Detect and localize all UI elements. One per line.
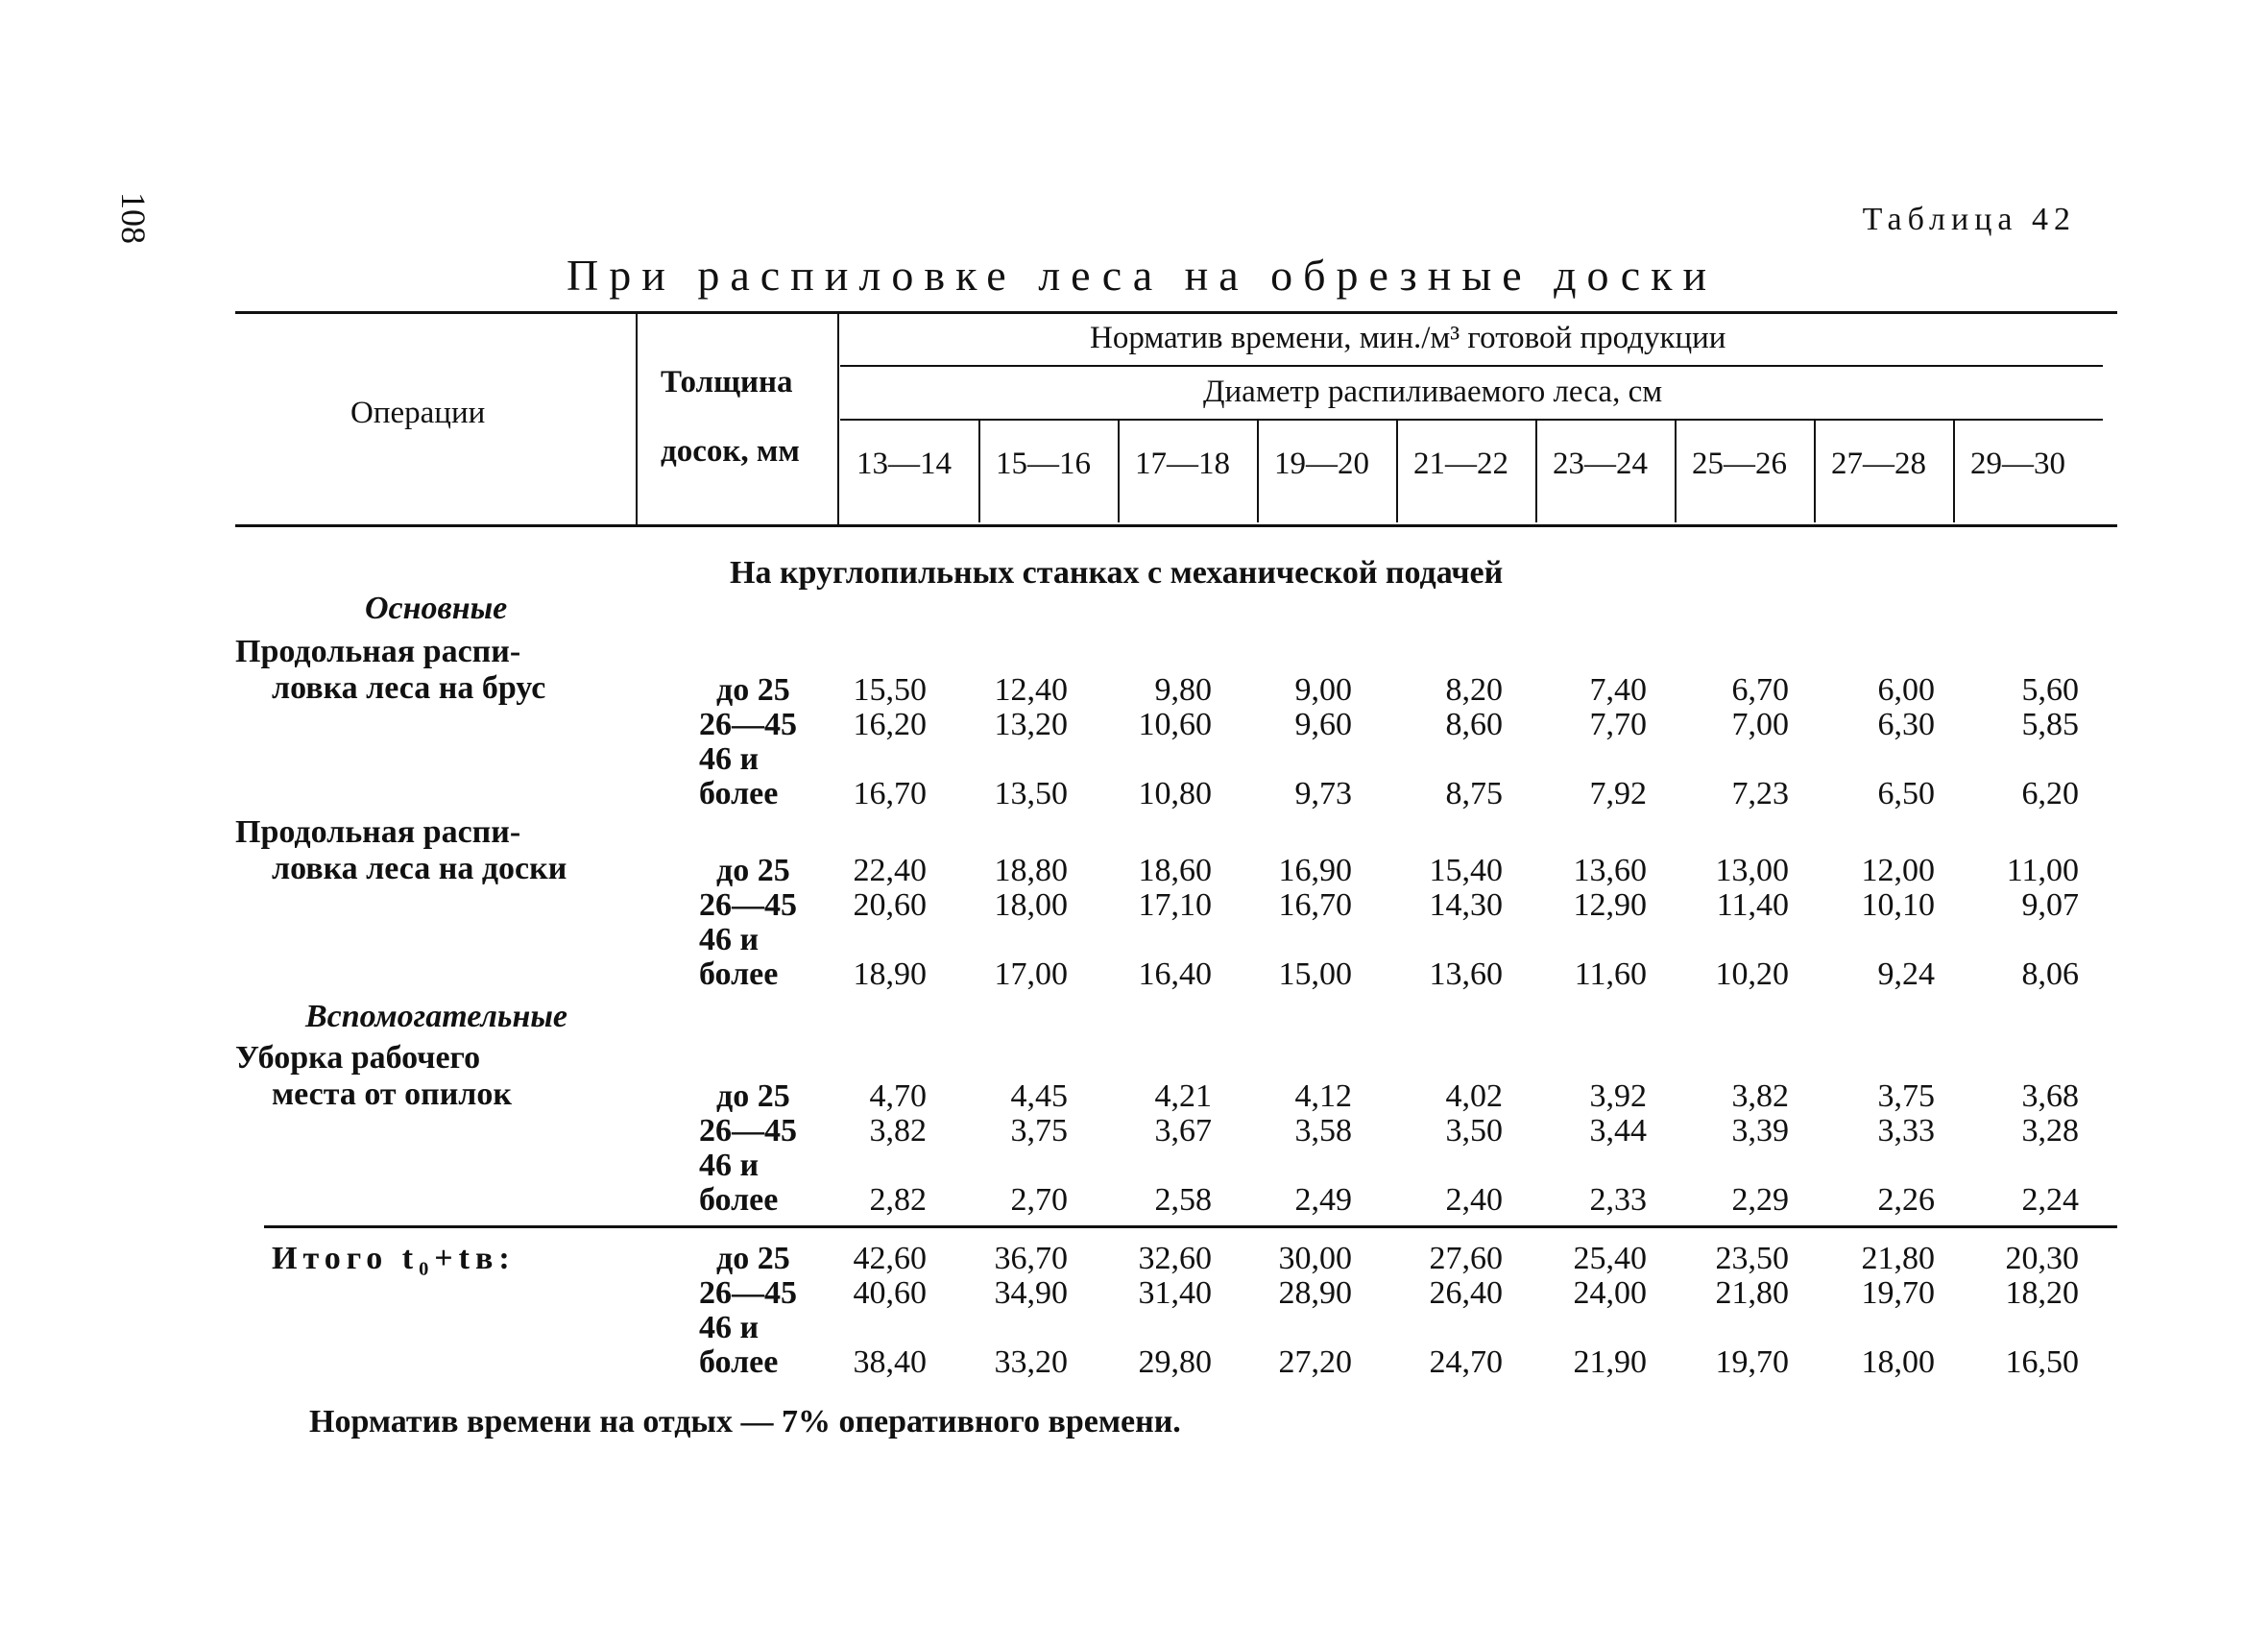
total-value-1-5: 24,00 — [1573, 1275, 1647, 1311]
operation-1-value-1-7: 10,10 — [1861, 887, 1935, 923]
diameter-divider-4 — [1396, 421, 1398, 522]
operation-1-thickness-0: до 25 — [716, 853, 790, 888]
operation-0-value-0-4: 8,20 — [1445, 672, 1503, 708]
operation-1-value-2-4: 13,60 — [1429, 956, 1503, 992]
header-diameter: Диаметр распиливаемого леса, см — [1203, 375, 1663, 409]
operation-1-value-0-2: 18,60 — [1138, 853, 1212, 888]
section-title: На круглопильных станках с механической подачей — [730, 555, 1504, 591]
operation-2-value-1-7: 3,33 — [1877, 1113, 1935, 1149]
total-value-0-3: 30,00 — [1278, 1241, 1352, 1276]
header-norm: Норматив времени, мин./м³ готовой продукции — [1090, 321, 1726, 355]
total-value-1-6: 21,80 — [1715, 1275, 1789, 1311]
diameter-header-4: 21—22 — [1413, 447, 1508, 481]
header-divider-thickness — [837, 313, 839, 524]
operation-2-value-1-6: 3,39 — [1731, 1113, 1789, 1149]
footnote: Норматив времени на отдых — 7% оперативного времени. — [309, 1404, 1181, 1439]
operation-1-value-1-1: 18,00 — [994, 887, 1068, 923]
total-value-1-1: 34,90 — [994, 1275, 1068, 1311]
total-value-2-6: 19,70 — [1715, 1344, 1789, 1380]
operation-1-value-1-4: 14,30 — [1429, 887, 1503, 923]
total-value-1-0: 40,60 — [853, 1275, 927, 1311]
operation-2-value-0-6: 3,82 — [1731, 1078, 1789, 1114]
operation-0-thickness-0: до 25 — [716, 672, 790, 708]
operation-0-value-2-8: 6,20 — [2021, 776, 2079, 811]
operation-0-value-2-3: 9,73 — [1294, 776, 1352, 811]
operation-2-value-2-2: 2,58 — [1154, 1182, 1212, 1218]
total-value-2-4: 24,70 — [1429, 1344, 1503, 1380]
diameter-header-3: 19—20 — [1274, 447, 1369, 481]
operation-1-value-2-6: 10,20 — [1715, 956, 1789, 992]
header-operations: Операции — [350, 396, 486, 430]
total-value-1-4: 26,40 — [1429, 1275, 1503, 1311]
operation-0-value-1-1: 13,20 — [994, 707, 1068, 742]
operation-0-value-0-5: 7,40 — [1589, 672, 1647, 708]
diameter-header-5: 23—24 — [1553, 447, 1648, 481]
operation-0-value-2-6: 7,23 — [1731, 776, 1789, 811]
operation-0-value-1-6: 7,00 — [1731, 707, 1789, 742]
operation-2-value-2-0: 2,82 — [869, 1182, 927, 1218]
diameter-divider-3 — [1257, 421, 1259, 522]
operation-0-value-0-2: 9,80 — [1154, 672, 1212, 708]
header-bottom-rule — [235, 524, 2117, 527]
total-value-2-8: 16,50 — [2005, 1344, 2079, 1380]
operation-1-value-2-1: 17,00 — [994, 956, 1068, 992]
operation-2-name-line1: Уборка рабочего — [235, 1040, 481, 1076]
operation-2-thickness-2: более — [699, 1182, 779, 1218]
operation-0-value-1-7: 6,30 — [1877, 707, 1935, 742]
diameter-header-7: 27—28 — [1831, 447, 1926, 481]
operation-1-value-2-5: 11,60 — [1574, 956, 1647, 992]
operation-1-value-0-1: 18,80 — [994, 853, 1068, 888]
diameter-divider-1 — [978, 421, 980, 522]
operation-0-value-0-3: 9,00 — [1294, 672, 1352, 708]
total-value-2-7: 18,00 — [1861, 1344, 1935, 1380]
operation-2-value-0-5: 3,92 — [1589, 1078, 1647, 1114]
operation-2-value-2-6: 2,29 — [1731, 1182, 1789, 1218]
total-thickness-line1-2: 46 и — [699, 1310, 760, 1345]
operation-0-value-2-4: 8,75 — [1445, 776, 1503, 811]
diameter-divider-5 — [1535, 421, 1537, 522]
diameter-divider-7 — [1814, 421, 1816, 522]
total-value-2-1: 33,20 — [994, 1344, 1068, 1380]
operation-1-value-1-8: 9,07 — [2021, 887, 2079, 923]
operation-2-value-1-3: 3,58 — [1294, 1113, 1352, 1149]
operation-0-value-1-2: 10,60 — [1138, 707, 1212, 742]
operation-0-value-2-5: 7,92 — [1589, 776, 1647, 811]
total-value-1-7: 19,70 — [1861, 1275, 1935, 1311]
total-value-1-8: 18,20 — [2005, 1275, 2079, 1311]
operation-2-value-1-4: 3,50 — [1445, 1113, 1503, 1149]
operation-1-thickness-2: более — [699, 956, 779, 992]
operation-0-value-1-8: 5,85 — [2021, 707, 2079, 742]
total-value-1-2: 31,40 — [1138, 1275, 1212, 1311]
operation-2-value-1-5: 3,44 — [1589, 1113, 1647, 1149]
operation-0-value-2-0: 16,70 — [853, 776, 927, 811]
operation-2-value-0-2: 4,21 — [1154, 1078, 1212, 1114]
operation-1-value-0-0: 22,40 — [853, 853, 927, 888]
operation-1-thickness-1: 26—45 — [699, 887, 797, 923]
operation-1-value-2-3: 15,00 — [1278, 956, 1352, 992]
total-thickness-1: 26—45 — [699, 1275, 797, 1311]
operation-0-value-2-1: 13,50 — [994, 776, 1068, 811]
diameter-divider-8 — [1953, 421, 1955, 522]
operation-2-name-line2: места от опилок — [272, 1077, 512, 1112]
diameter-header-2: 17—18 — [1135, 447, 1230, 481]
operation-2-value-1-1: 3,75 — [1010, 1113, 1068, 1149]
operation-2-value-1-0: 3,82 — [869, 1113, 927, 1149]
table-label: Таблица 42 — [1862, 202, 2076, 237]
operation-1-value-2-2: 16,40 — [1138, 956, 1212, 992]
operation-1-name-line1: Продольная распи- — [235, 814, 521, 850]
operation-1-name-line2: ловка леса на доски — [272, 851, 567, 886]
operation-0-value-0-6: 6,70 — [1731, 672, 1789, 708]
operation-2-value-2-4: 2,40 — [1445, 1182, 1503, 1218]
operation-1-value-1-3: 16,70 — [1278, 887, 1352, 923]
operation-2-value-2-1: 2,70 — [1010, 1182, 1068, 1218]
operation-1-value-2-7: 9,24 — [1877, 956, 1935, 992]
diameter-divider-6 — [1675, 421, 1677, 522]
operation-0-value-2-2: 10,80 — [1138, 776, 1212, 811]
total-value-2-0: 38,40 — [853, 1344, 927, 1380]
category-aux: Вспомогательные — [305, 999, 568, 1034]
diameter-header-6: 25—26 — [1692, 447, 1787, 481]
operation-2-value-2-5: 2,33 — [1589, 1182, 1647, 1218]
operation-0-value-1-5: 7,70 — [1589, 707, 1647, 742]
header-thickness-line1: Толщина — [661, 365, 793, 399]
operation-0-value-2-7: 6,50 — [1877, 776, 1935, 811]
operation-1-value-0-7: 12,00 — [1861, 853, 1935, 888]
total-value-2-2: 29,80 — [1138, 1344, 1212, 1380]
operation-1-value-1-0: 20,60 — [853, 887, 927, 923]
header-norm-rule — [840, 365, 2103, 367]
operation-0-thickness-2: более — [699, 776, 779, 811]
total-rule — [264, 1225, 2117, 1228]
total-value-0-0: 42,60 — [853, 1241, 927, 1276]
diameter-divider-2 — [1118, 421, 1120, 522]
operation-2-value-2-3: 2,49 — [1294, 1182, 1352, 1218]
table-title: При распиловке леса на обрезные доски — [567, 251, 1718, 300]
operation-2-value-0-3: 4,12 — [1294, 1078, 1352, 1114]
header-divider-operations — [636, 313, 638, 524]
operation-0-value-0-1: 12,40 — [994, 672, 1068, 708]
operation-2-value-1-2: 3,67 — [1154, 1113, 1212, 1149]
total-value-0-4: 27,60 — [1429, 1241, 1503, 1276]
diameter-header-8: 29—30 — [1970, 447, 2065, 481]
total-value-0-8: 20,30 — [2005, 1241, 2079, 1276]
operation-0-name-line2: ловка леса на брус — [272, 670, 546, 706]
operation-0-thickness-line1-2: 46 и — [699, 741, 760, 777]
total-value-2-5: 21,90 — [1573, 1344, 1647, 1380]
header-thickness-line2: досок, мм — [661, 434, 800, 469]
operation-1-thickness-line1-2: 46 и — [699, 922, 760, 957]
total-value-2-3: 27,20 — [1278, 1344, 1352, 1380]
operation-1-value-0-3: 16,90 — [1278, 853, 1352, 888]
total-label: Итого t₀+tв: — [272, 1241, 516, 1276]
operation-0-value-1-0: 16,20 — [853, 707, 927, 742]
operation-2-value-2-7: 2,26 — [1877, 1182, 1935, 1218]
operation-0-value-1-4: 8,60 — [1445, 707, 1503, 742]
operation-1-value-1-2: 17,10 — [1138, 887, 1212, 923]
total-thickness-2: более — [699, 1344, 779, 1380]
operation-2-value-0-0: 4,70 — [869, 1078, 927, 1114]
operation-1-value-2-0: 18,90 — [853, 956, 927, 992]
operation-1-value-0-4: 15,40 — [1429, 853, 1503, 888]
total-value-0-5: 25,40 — [1573, 1241, 1647, 1276]
total-value-1-3: 28,90 — [1278, 1275, 1352, 1311]
operation-1-value-2-8: 8,06 — [2021, 956, 2079, 992]
operation-0-value-0-7: 6,00 — [1877, 672, 1935, 708]
operation-2-thickness-1: 26—45 — [699, 1113, 797, 1149]
page-number: 108 — [114, 192, 153, 244]
operation-1-value-1-6: 11,40 — [1716, 887, 1789, 923]
category-main: Основные — [365, 591, 508, 626]
operation-0-name-line1: Продольная распи- — [235, 634, 521, 669]
total-value-0-6: 23,50 — [1715, 1241, 1789, 1276]
header-diameter-rule — [840, 419, 2103, 421]
operation-2-value-0-4: 4,02 — [1445, 1078, 1503, 1114]
operation-2-value-0-7: 3,75 — [1877, 1078, 1935, 1114]
total-value-0-7: 21,80 — [1861, 1241, 1935, 1276]
total-value-0-2: 32,60 — [1138, 1241, 1212, 1276]
header-top-rule — [235, 311, 2117, 314]
operation-0-value-1-3: 9,60 — [1294, 707, 1352, 742]
operation-0-value-0-8: 5,60 — [2021, 672, 2079, 708]
total-thickness-0: до 25 — [716, 1241, 790, 1276]
operation-2-thickness-line1-2: 46 и — [699, 1148, 760, 1183]
operation-0-value-0-0: 15,50 — [853, 672, 927, 708]
operation-1-value-0-6: 13,00 — [1715, 853, 1789, 888]
operation-2-value-0-8: 3,68 — [2021, 1078, 2079, 1114]
diameter-header-1: 15—16 — [996, 447, 1091, 481]
operation-2-value-2-8: 2,24 — [2021, 1182, 2079, 1218]
diameter-header-0: 13—14 — [857, 447, 952, 481]
operation-2-thickness-0: до 25 — [716, 1078, 790, 1114]
operation-1-value-0-8: 11,00 — [2006, 853, 2079, 888]
operation-1-value-1-5: 12,90 — [1573, 887, 1647, 923]
total-value-0-1: 36,70 — [994, 1241, 1068, 1276]
operation-1-value-0-5: 13,60 — [1573, 853, 1647, 888]
operation-0-thickness-1: 26—45 — [699, 707, 797, 742]
operation-2-value-1-8: 3,28 — [2021, 1113, 2079, 1149]
operation-2-value-0-1: 4,45 — [1010, 1078, 1068, 1114]
